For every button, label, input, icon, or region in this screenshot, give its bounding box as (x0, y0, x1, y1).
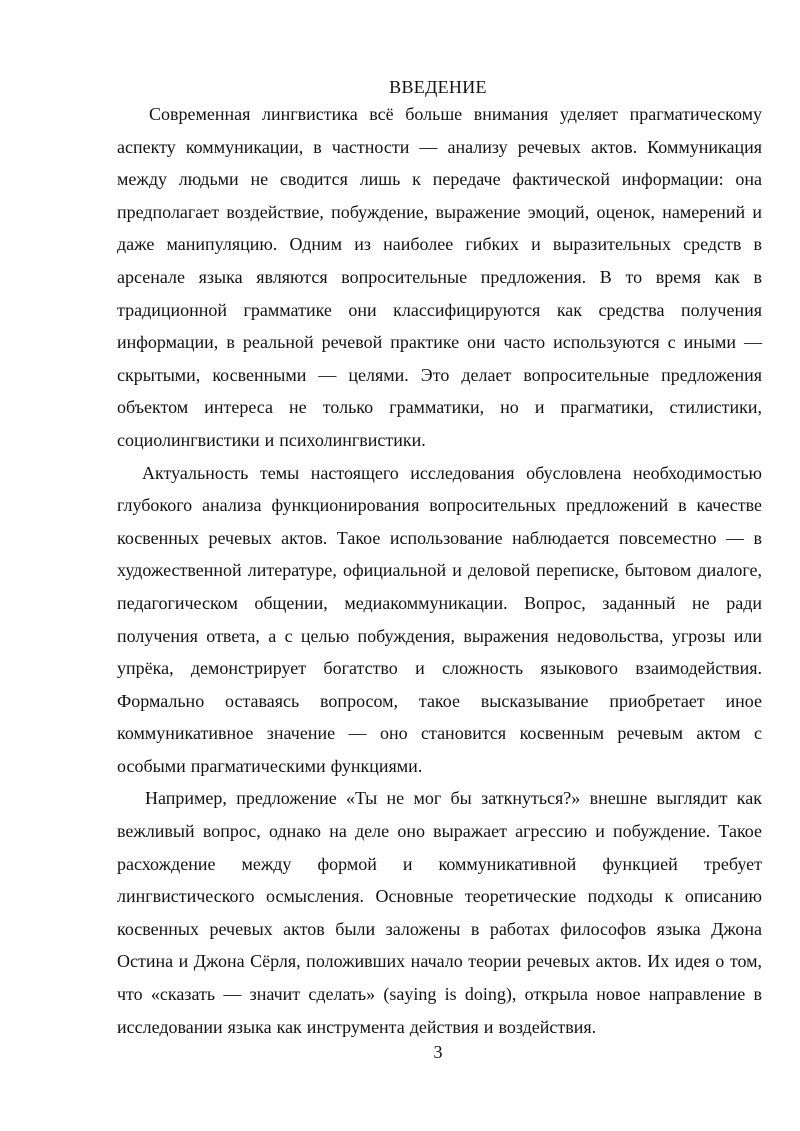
section-heading: ВВЕДЕНИЕ (389, 77, 487, 97)
page-number: 3 (433, 1042, 443, 1062)
paragraph-2: Актуальность темы настоящего исследования обусловлена необходимостью глубокого анализа функционирования вопросительных предложений в качестве косвенных речевых актов. Такое использование наблюдается повсеместно — в художественной литературе, официальной и деловой переписке, бытовом диалоге, педагогическом общении, медиакоммуникации. Вопрос, заданный не ради получения ответа, а с целью побуждения, выражения недовольства, угрозы или упрёка, демонстрирует богатство и сложность языкового взаимодействия. Формально оставаясь вопросом, такое высказывание приобретает иное коммуникативное значение — оно становится косвенным речевым актом с особыми прагматическими функциями. (117, 462, 762, 776)
paragraph-1: Современная лингвистика всё больше внимания уделяет прагматическому аспекту коммуникации, в частности — анализу речевых актов. Коммуникация между людьми не сводится лишь к передаче фактической информации: она предполагает воздействие, побуждение, выражение эмоций, оценок, намерений и даже манипуляцию. Одним из наиболее гибких и выразительных средств в арсенале языка являются вопросительные предложения. В то время как в традиционной грамматике они классифицируются как средства получения информации, в реальной речевой практике они часто используются с иными — скрытыми, косвенными — целями. Это делает вопросительные предложения объектом интереса не только грамматики, но и прагматики, стилистики, социолингвистики и психолингвистики. (117, 104, 762, 450)
paragraph-3: Например, предложение «Ты не мог бы заткнуться?» внешне выглядит как вежливый вопрос, однако на деле оно выражает агрессию и побуждение. Такое расхождение между формой и коммуникативной функцией требует лингвистического осмысления. Основные теоретические подходы к описанию косвенных речевых актов были заложены в работах философов языка Джона Остина и Джона Сёрля, положивших начало теории речевых актов. Их идея о том, что «сказать — значит сделать» (saying is doing), открыла новое направление в исследовании языка как инструмента действия и воздействия. (117, 788, 762, 1037)
body-text (117, 98, 762, 1043)
